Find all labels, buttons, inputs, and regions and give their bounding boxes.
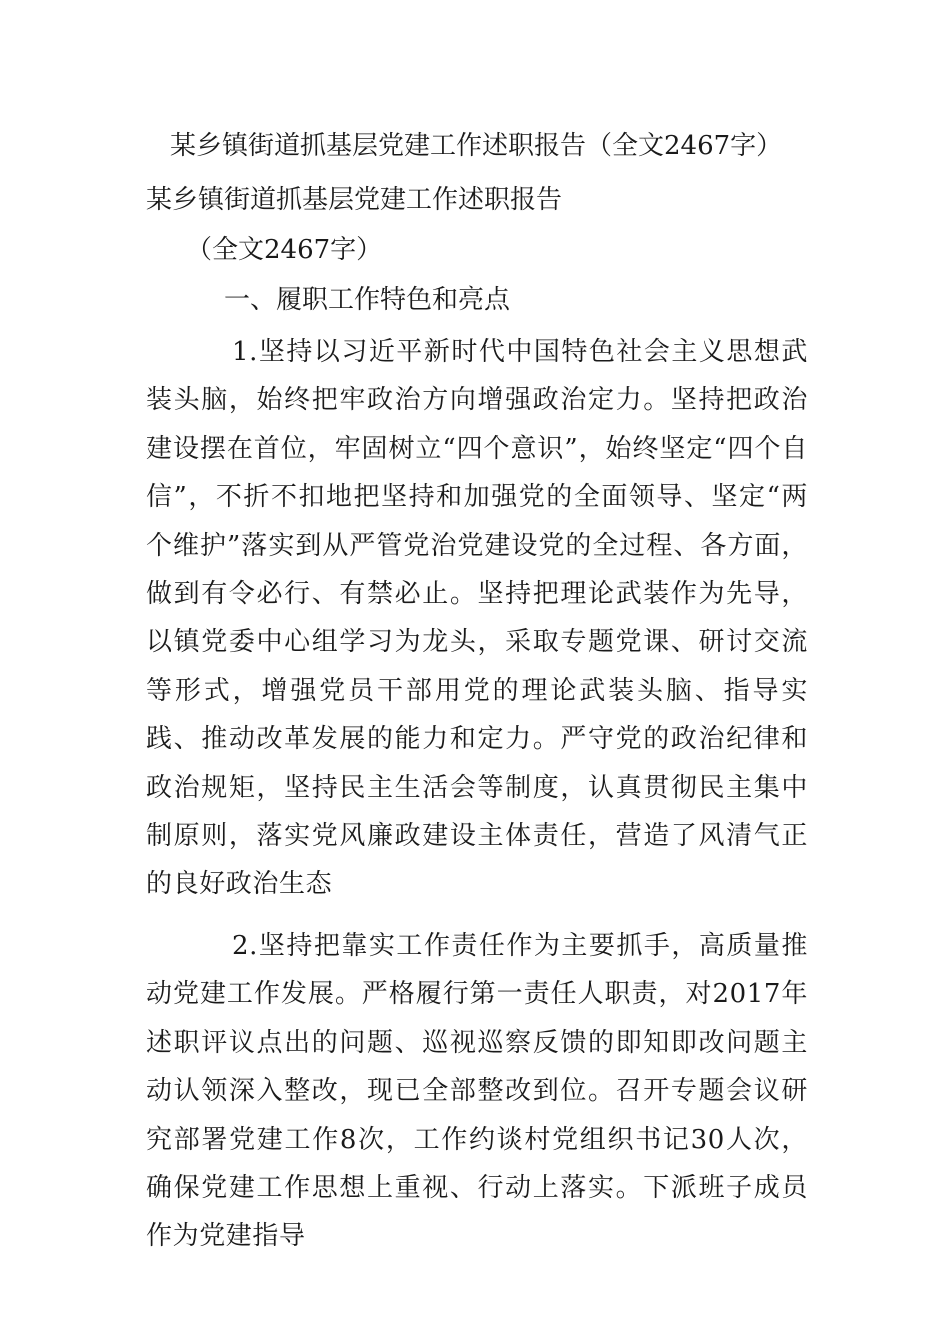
paragraph-1: 1.坚持以习近平新时代中国特色社会主义思想武装头脑，始终把牢政治方向增强政治定力。坚持把政治建设摆在首位，牢固树立“四个意识”，始终坚定“四个自信”，不折不扣地把坚持和加强党的全面领导、坚定“两个维护”落实到从严管党治党建设党的全过程、各方面，做到有令必行、有禁必止。坚持把理论武装作为先导，以镇党委中心组学习为龙头，采取专题党课、研讨交流等形式，增强党员干部用党的理论武装头脑、指导实践、推动改革发展的能力和定力。严守党的政治纪律和政治规矩，坚持民主生活会等制度，认真贯彻民主集中制原则，落实党风廉政建设主体责任，营造了风清气正的良好政治生态 bbox=[146, 337, 808, 900]
document-title: 某乡镇街道抓基层党建工作述职报告 bbox=[146, 185, 563, 215]
paragraph-2: 2.坚持把靠实工作责任作为主要抓手，高质量推动党建工作发展。严格履行第一责任人职责，对2017年述职评议点出的问题、巡视巡察反馈的即知即改问题主动认领深入整改，现已全部整改到位。召开专题会议研究部署党建工作8次，工作约谈村党组织书记30人次，确保党建工作思想上重视、行动上落实。下派班子成员作为党建指导 bbox=[146, 931, 808, 1252]
document-word-count: （全文2467字） bbox=[186, 235, 383, 265]
document-full-title: 某乡镇街道抓基层党建工作述职报告（全文2467字） bbox=[170, 131, 783, 161]
section-heading: 一、履职工作特色和亮点 bbox=[224, 285, 511, 315]
